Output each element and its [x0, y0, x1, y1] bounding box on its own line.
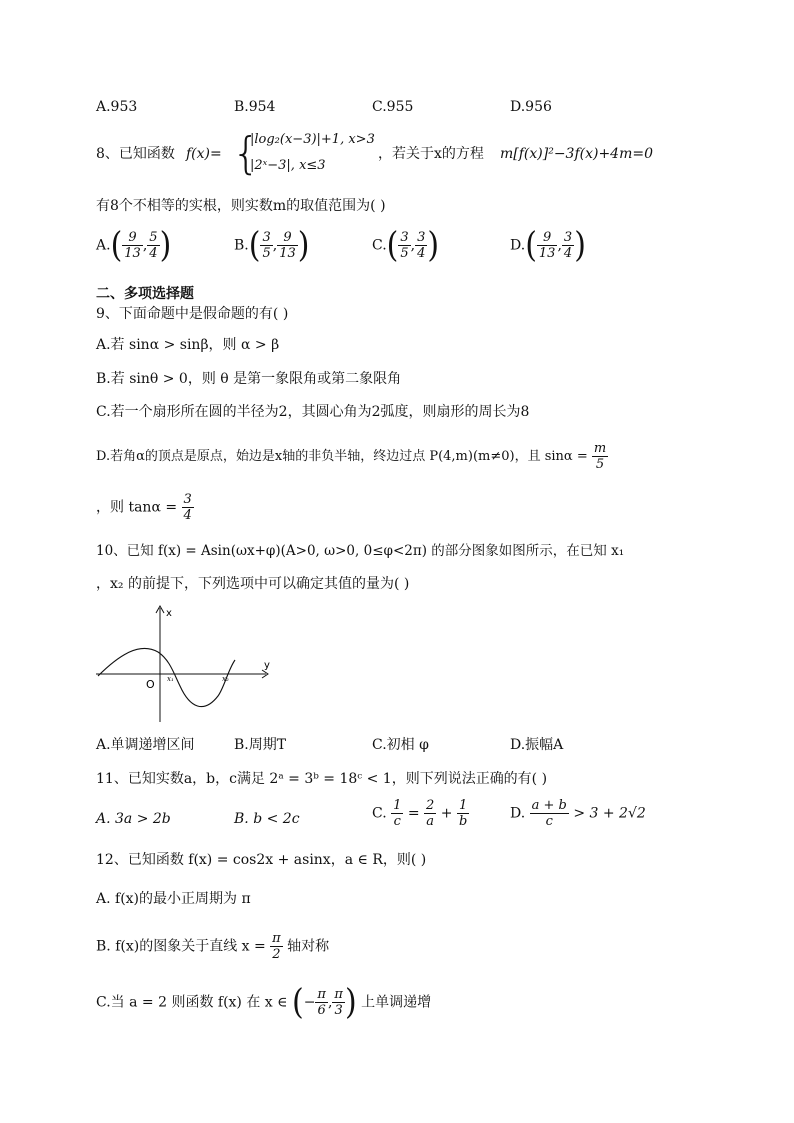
q8-case1: |log₂(x−3)|+1, x>3 — [250, 132, 375, 147]
q8-b-r-num: 9 — [277, 230, 298, 246]
q11-stem: 11、已知实数a，b，c满足 2ᵃ = 3ᵇ = 18ᶜ < 1，则下列说法正确的有( ) — [96, 771, 548, 787]
q8-a-r-den: 4 — [149, 246, 158, 261]
q8-option-d: D.( $\frac{9}{13}$ , $\frac{3}{4}$ ) — [510, 224, 586, 266]
q9-d-tan: ，则 tanα = — [96, 499, 178, 516]
fig-x2: x₂ — [222, 675, 229, 683]
q8-c-l-den: 5 — [400, 246, 409, 261]
q7-option-a: A.953 — [96, 99, 138, 115]
q10-sine-graph — [90, 604, 280, 726]
q12-b-den: 2 — [272, 947, 281, 962]
q8-option-c-label: C. — [372, 237, 387, 254]
q8-c-r-den: 4 — [417, 246, 426, 261]
q11-option-a: A. 3a > 2b — [96, 811, 171, 827]
q8-mid: ，若关于x的方程 — [378, 146, 484, 162]
q11-d-label: D. — [510, 805, 526, 822]
q8-option-d-label: D. — [510, 237, 526, 254]
q9-option-a: A.若 sinα > sinβ，则 α > β — [96, 337, 280, 353]
q12-option-a: A. f(x)的最小正周期为 π — [96, 891, 251, 907]
q8-b-l-num: 3 — [262, 230, 271, 245]
q8-c-r-num: 3 — [417, 230, 426, 245]
q8-line2: 有8个不相等的实根，则实数m的取值范围为( ) — [96, 198, 386, 214]
q11-option-b: B. b < 2c — [234, 811, 300, 827]
q11-c-label: C. — [372, 805, 387, 822]
q8-d-l-num: 9 — [537, 230, 558, 246]
q11-d-tail: > 3 + 2√2 — [573, 805, 646, 822]
q10-option-b: B.周期T — [234, 737, 287, 753]
q8-prefix: 8、已知函数 — [96, 146, 175, 162]
q12-b-text: B. f(x)的图象关于直线 x = — [96, 938, 266, 955]
q8-case2: |2ˣ−3|, x≤3 — [250, 158, 326, 173]
q8-a-l-den: 13 — [124, 246, 141, 261]
q9-d-num: m — [593, 441, 607, 456]
q10-option-c: C.初相 φ — [372, 737, 429, 753]
q11-option-c: C. $\frac{1}{c}$ = $\frac{2}{a}$ + $\frac{1}{b}$ — [372, 798, 468, 829]
q7-option-b: B.954 — [234, 99, 276, 115]
q9-d-den2: 4 — [183, 508, 192, 523]
q9-option-c: C.若一个扇形所在圆的半径为2，其圆心角为2弧度，则扇形的周长为8 — [96, 404, 530, 420]
q12-b-post: 轴对称 — [287, 938, 330, 955]
fig-label-y: y — [264, 660, 270, 671]
fig-origin: O — [146, 678, 155, 691]
q9-option-d-cont — [96, 492, 194, 523]
q8-equation: m[f(x)]²−3f(x)+4m=0 — [500, 146, 654, 162]
q7-option-d: D.956 — [510, 99, 552, 115]
q7-option-c: C.955 — [372, 99, 414, 115]
fig-label-x: x — [166, 608, 172, 619]
q10-stem-cont: ，x₂ 的前提下，下列选项中可以确定其值的量为( ) — [96, 576, 410, 592]
q8-option-b: B.( $\frac{3}{5}$ , $\frac{9}{13}$ ) — [234, 224, 310, 266]
q8-b-r-den: 13 — [279, 246, 296, 261]
q8-brace: { — [232, 128, 260, 179]
q8-fx: f(x)= — [186, 146, 222, 162]
q8-option-c: C.( $\frac{3}{5}$ , $\frac{3}{4}$ ) — [372, 224, 440, 266]
q10-option-d: D.振幅A — [510, 737, 564, 753]
q8-option-a: A.( $\frac{9}{13}$ , $\frac{5}{4}$ ) — [96, 224, 172, 266]
q8-option-a-label: A. — [96, 237, 111, 254]
q9-stem: 9、下面命题中是假命题的有( ) — [96, 306, 289, 322]
q12-stem: 12、已知函数 f(x) = cos2x + asinx，a ∈ R，则( ) — [96, 852, 427, 868]
q10-stem: 10、已知 f(x) = Asin(ωx+φ)(A>0, ω>0, 0≤φ<2π) 的部分图象如图所示，在已知 x₁ — [96, 543, 625, 559]
q9-d-den: 5 — [595, 457, 605, 472]
q9-option-b: B.若 sinθ > 0，则 θ 是第一象限角或第二象限角 — [96, 371, 402, 387]
fig-x1: x₁ — [167, 675, 174, 683]
section-title: 二、多项选择题 — [96, 286, 194, 302]
q8-option-b-label: B. — [234, 237, 249, 254]
q8-a-l-num: 9 — [122, 230, 143, 246]
q12-c-text: C.当 a = 2 则函数 f(x) 在 x ∈ — [96, 994, 288, 1011]
q12-option-c: C.当 a = 2 则函数 f(x) 在 x ∈ (− $\frac{\pi}{6}$ , $\frac{\pi}{3}$ ) 上单调递增 — [96, 981, 432, 1023]
q12-b-num: π — [272, 931, 281, 946]
q8-d-l-den: 13 — [538, 246, 556, 261]
q8-b-l-den: 5 — [262, 246, 271, 261]
q9-option-d-text: D.若角α的顶点是原点，始边是x轴的非负半轴，终边过点 P(4,m)(m≠0)，且 sinα = — [96, 449, 588, 464]
q8-d-r-den: 4 — [563, 246, 573, 261]
q12-option-b — [96, 931, 329, 962]
q11-option-d: D. $\frac{a + b}{c}$ > 3 + 2√2 — [510, 798, 646, 829]
q8-a-r-num: 5 — [149, 230, 158, 245]
q12-c-post: 上单调递增 — [361, 994, 432, 1011]
q9-option-d — [96, 441, 608, 472]
q8-c-l-num: 3 — [400, 230, 409, 245]
q8-d-r-num: 3 — [563, 230, 573, 245]
q10-option-a: A.单调递增区间 — [96, 737, 195, 753]
q9-d-num2: 3 — [183, 492, 192, 507]
